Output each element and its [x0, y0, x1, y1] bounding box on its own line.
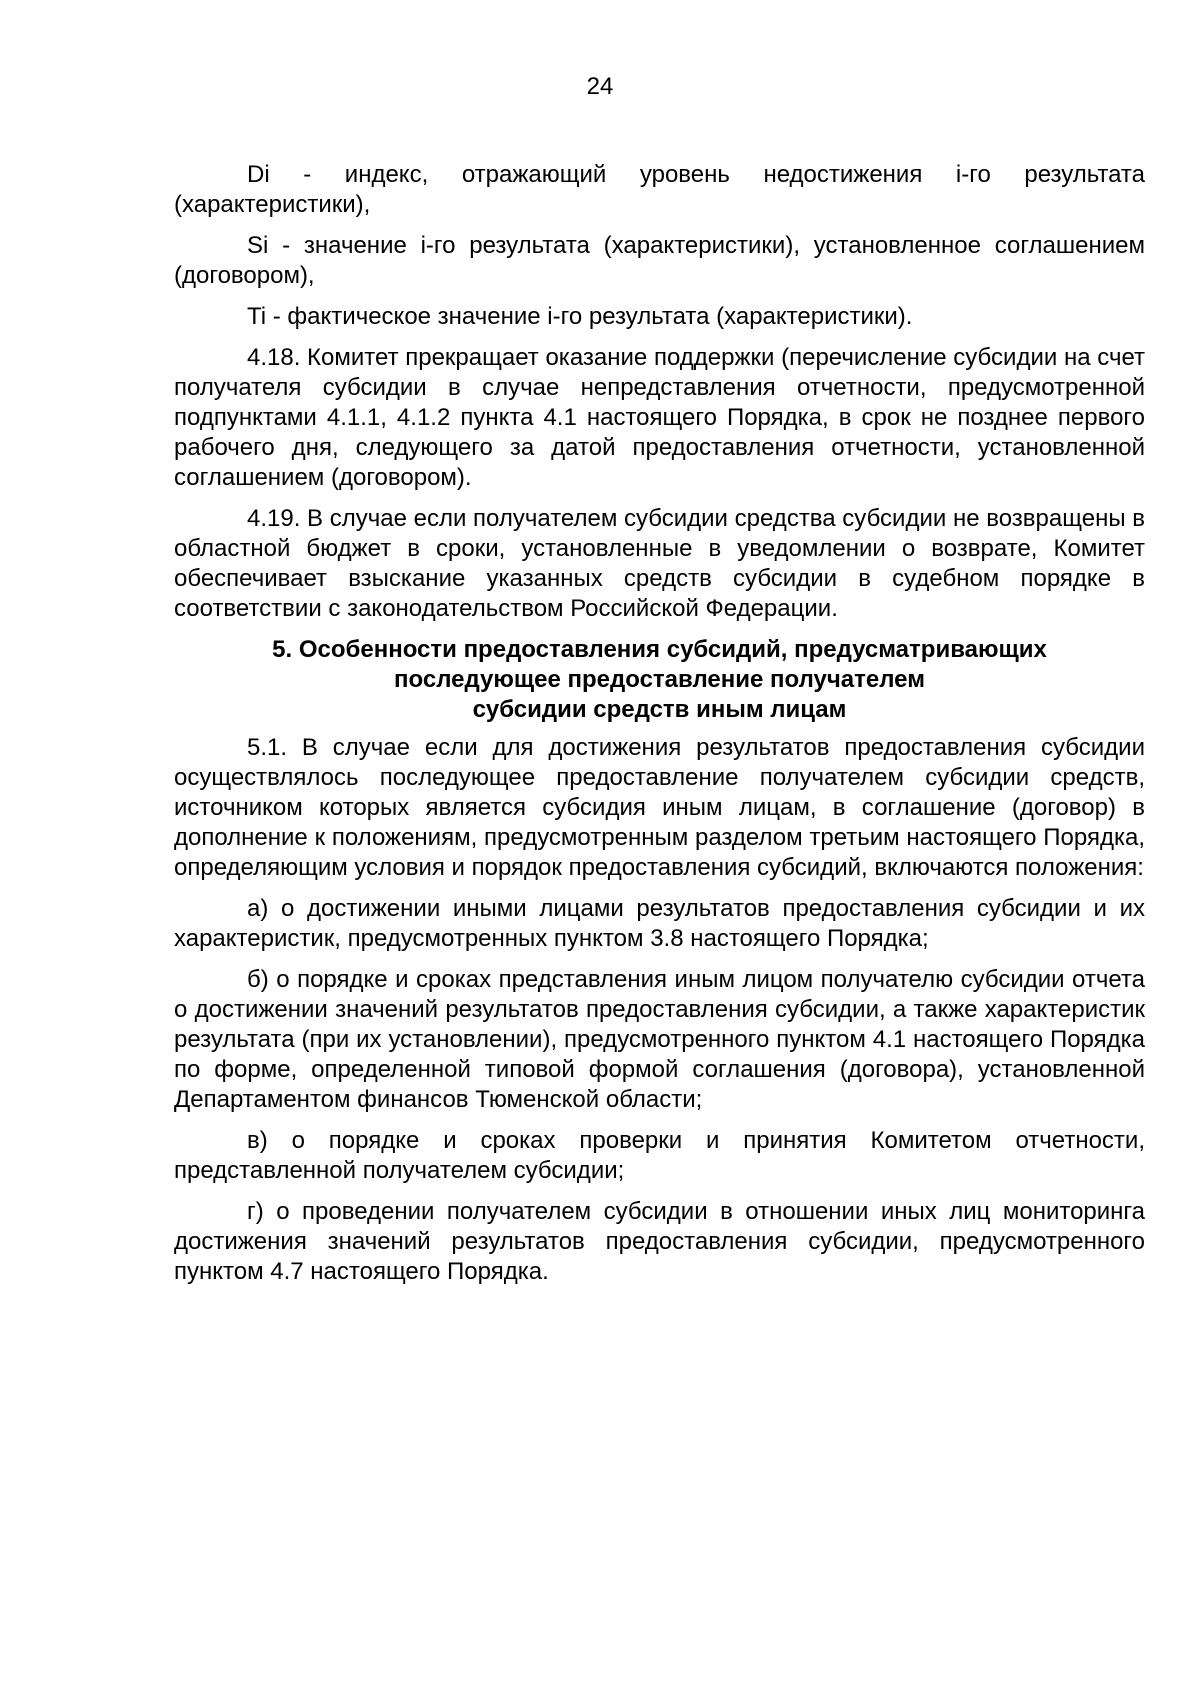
paragraph-item-g: г) о проведении получателем субсидии в отношении иных лиц мониторинга достижения значений результатов предоставления субсидии, предусмотренного пунктом 4.7 настоящего Порядка. — [174, 1198, 1145, 1285]
paragraph-di-definition: Di - индекс, отражающий уровень недостижения i-го результата (характеристики), — [174, 161, 1145, 218]
page-content — [174, 160, 1145, 1298]
paragraph-4-18: 4.18. Комитет прекращает оказание поддержки (перечисление субсидии на счет получателя субсидии в случае непредставления отчетности, предусмотренной подпунктами 4.1.1, 4.1.2 пункта 4.1 настоящего Порядка, в срок не позднее первого рабочего дня, следующего за датой предоставления отчетности, установленной соглашением (договором). — [174, 344, 1145, 491]
paragraph-si-definition: Si - значение i-го результата (характеристики), установленное соглашением (договором), — [174, 232, 1145, 289]
paragraph-item-a: а) о достижении иными лицами результатов предоставления субсидии и их характеристик, предусмотренных пунктом 3.8 настоящего Порядка; — [174, 895, 1145, 952]
paragraph-item-v: в) о порядке и сроках проверки и принятия Комитетом отчетности, представленной получателем субсидии; — [174, 1127, 1145, 1184]
paragraph-item-b: б) о порядке и сроках представления иным лицом получателю субсидии отчета о достижении значений результатов предоставления субсидии, а также характеристик результата (при их установлении), предусмотренного пунктом 4.1 настоящего Порядка по форме, определенной типовой формой соглашения (договора), установленной Департаментом финансов Тюменской области; — [174, 966, 1145, 1113]
section-title-line: субсидии средств иным лицам — [472, 696, 847, 723]
section-5-title — [174, 635, 1145, 725]
section-title-line: 5. Особенности предоставления субсидий, предусматривающих — [272, 636, 1047, 663]
page-number: 24 — [586, 73, 614, 100]
paragraph-5-1: 5.1. В случае если для достижения результатов предоставления субсидии осуществлялось последующее предоставление получателем субсидии средств, источником которых является субсидия иным лицам, в соглашение (договор) в дополнение к положениям, предусмотренным разделом третьим настоящего Порядка, определяющим условия и порядок предоставления субсидий, включаются положения: — [174, 734, 1145, 881]
paragraph-4-19: 4.19. В случае если получателем субсидии средства субсидии не возвращены в областной бюджет в сроки, установленные в уведомлении о возврате, Комитет обеспечивает взыскание указанных средств субсидии в судебном порядке в соответствии с законодательством Российской Федерации. — [174, 505, 1145, 622]
section-title-line: последующее предоставление получателем — [394, 666, 925, 693]
paragraph-ti-definition: Ti - фактическое значение i-го результата (характеристики). — [247, 303, 913, 330]
